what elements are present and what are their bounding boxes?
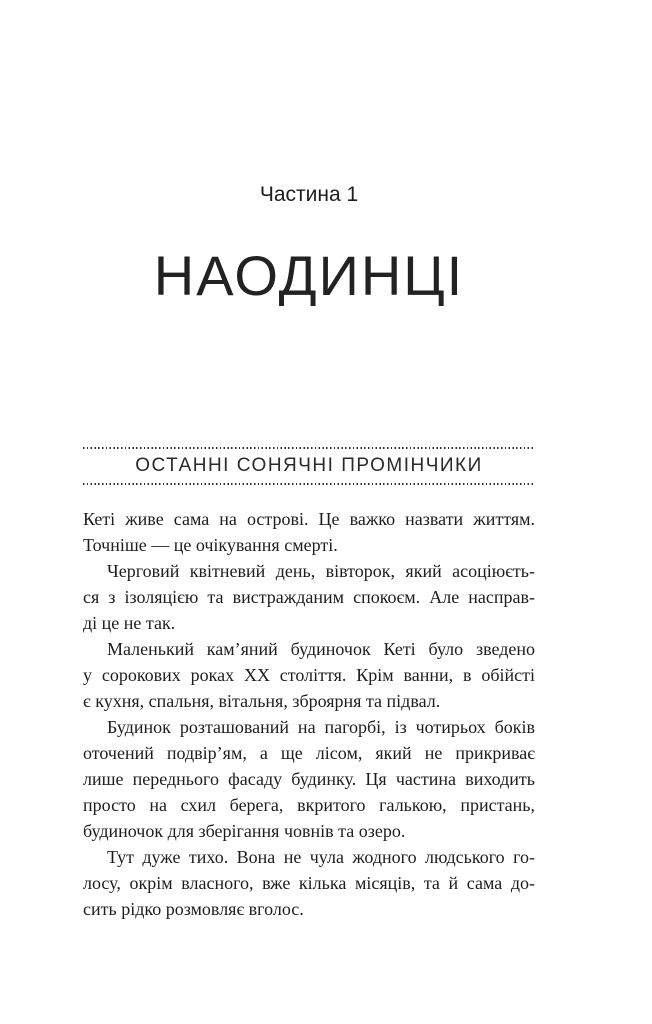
part-title: НАОДИНЦІ [153,244,465,307]
text-line: у сорокових роках XX століття. Крім ванни, в обійсті [83,665,535,685]
text-line: є кухня, спальня, вітальня, зброярня та підвал. [83,691,441,711]
text-line: оточений подвір’ям, а ще лісом, який не прикриває [83,743,535,763]
text-line: Тут дуже тихо. Вона не чула жодного людського го- [107,847,535,867]
text-line: лише переднього фасаду будинку. Ця частина виходить [83,769,535,789]
dotted-rule-bottom [83,483,535,485]
text-line: лосу, окрім власного, вже кілька місяців, та й сама до- [83,873,535,893]
part-label: Частина 1 [259,183,359,206]
text-line: ді це не так. [83,613,176,633]
text-line: будиночок для зберігання човнів та озеро. [83,821,406,841]
text-line: сить рідко розмовляє вголос. [83,899,304,919]
text-line: Черговий квітневий день, вівторок, який асоціюєть- [107,561,535,581]
text-line: Маленький кам’яний будиночок Кеті було зведено [107,639,535,659]
text-line: Будинок розташований на пагорбі, із чотирьох боків [107,717,535,737]
text-line: Кеті живе сама на острові. Це важко назвати життям. [83,509,535,529]
text-line: просто на схил берега, вкритого галькою, пристань, [83,795,535,815]
text-line: Точніше — це очікування смерті. [83,535,338,555]
body-text [83,506,535,922]
chapter-title: ОСТАННІ СОНЯЧНІ ПРОМІНЧИКИ [135,455,483,477]
text-line: ся з ізоляцією та вистражданим спокоєм. Але насправ- [83,587,535,607]
chapter-heading-band [83,447,535,485]
